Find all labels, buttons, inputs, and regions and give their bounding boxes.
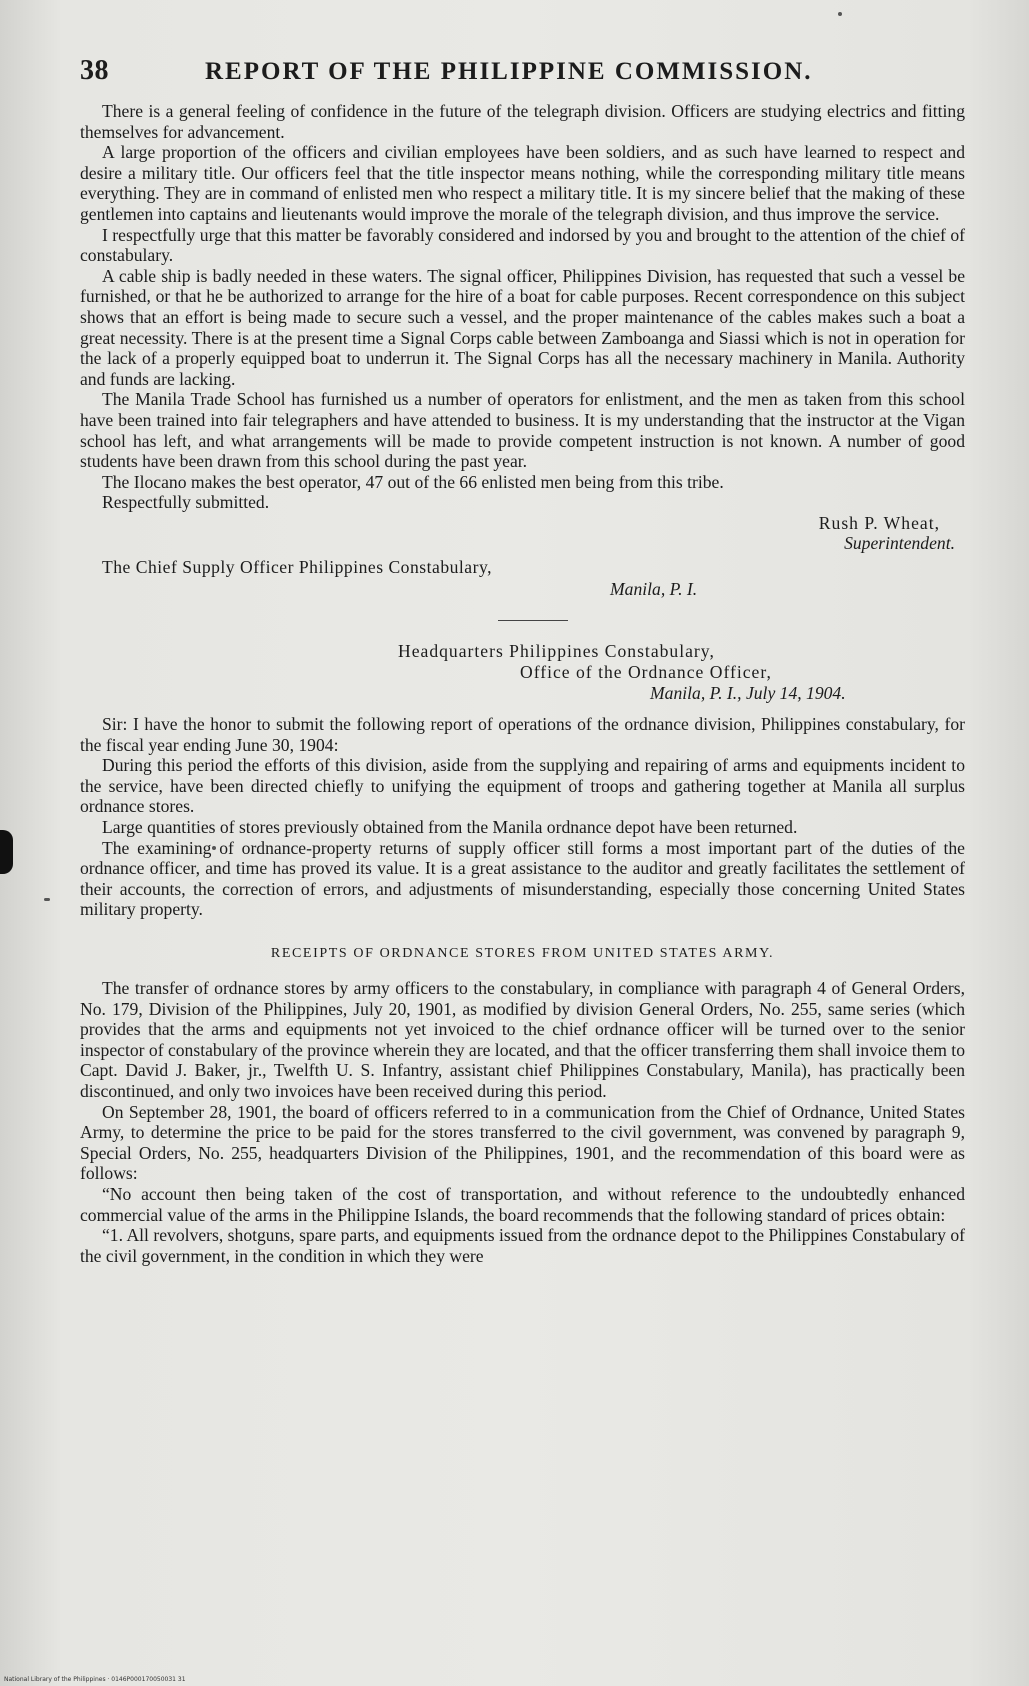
letterhead-date: Manila, P. I., July 14, 1904.: [650, 683, 846, 704]
signature-name: Rush P. Wheat,: [818, 512, 940, 533]
paragraph: Respectfully submitted.: [102, 492, 270, 513]
letterhead-line: Headquarters Philippines Constabulary,: [398, 641, 715, 662]
paragraph: The examining of ordnance-property returns of supply officer still forms a most important part of the duties of the ordnance officer, and time has proved its value. It is a great assistance to the auditor and greatly facilitates the settlement of their accounts, the correction of errors, and adjustments of misunderstanding, especially those concerning United States military property.: [80, 837, 965, 920]
section-heading: RECEIPTS OF ORDNANCE STORES FROM UNITED STATES ARMY.: [270, 946, 775, 961]
paragraph: Large quantities of stores previously obtained from the Manila ordnance depot have been returned.: [102, 817, 798, 838]
paragraph: I respectfully urge that this matter be favorably considered and indorsed by you and brought to the attention of the chief of constabulary.: [80, 224, 965, 266]
ink-speck: [44, 898, 50, 901]
page-header: [80, 55, 965, 87]
paragraph: The Ilocano makes the best operator, 47 out of the 66 enlisted men being from this tribe.: [102, 471, 724, 492]
addressee-city: Manila, P. I.: [610, 579, 698, 600]
section-divider: [498, 620, 568, 621]
paragraph: “1. All revolvers, shotguns, spare parts, and equipments issued from the ordnance depot to the Philippines Constabulary of the civil government, in the condition in which they were: [80, 1225, 965, 1266]
paragraph: A large proportion of the officers and civilian employees have been soldiers, and as such have learned to respect and desire a military title. Our officers feel that the title inspector means nothing, while the corresponding military title means everything. They are in command of enlisted men who respect a military title. It is my sincere belief that the making of these gentlemen into captains and lieutenants would improve the morale of the telegraph division, and thus improve the service.: [80, 142, 965, 224]
report-body-ordnance: [80, 714, 965, 920]
running-title: REPORT OF THE PHILIPPINE COMMISSION.: [205, 58, 813, 85]
ink-blot: [0, 830, 13, 874]
paragraph: A cable ship is badly needed in these waters. The signal officer, Philippines Division, has requested that such a vessel be furnished, or that he be authorized to arrange for the hire of a boat for cable purposes. Recent correspondence on this subject shows that an effort is being made to secure such a vessel, and the proper maintenance of the cables makes such a boat a great necessity. There is at the present time a Signal Corps cable between Zamboanga and Siassi which is not in operation for the lack of a properly equipped boat to underrun it. The Signal Corps has all the necessary machinery in Manila. Authority and funds are lacking.: [80, 265, 965, 389]
page-number: 38: [80, 55, 109, 86]
paragraph: On September 28, 1901, the board of officers referred to in a communication from the Chief of Ordnance, United States Army, to determine the price to be paid for the stores transferred to the civil government, was convened by paragraph 9, Special Orders, No. 255, headquarters Division of the Philippines, 1901, and the recommendation of this board were as follows:: [80, 1101, 965, 1184]
scan-footer: National Library of the Philippines · 0146P000170050031 31: [4, 1676, 186, 1683]
paragraph: There is a general feeling of confidence in the future of the telegraph division. Officers are studying electrics and fitting themselves for advancement.: [80, 101, 965, 142]
paragraph: The Manila Trade School has furnished us a number of operators for enlistment, and the men as taken from this school have been trained into fair telegraphers and have attended to business. It is my understanding that the instructor at the Vigan school has left, and what arrangements will be made to provide competent instruction is not known. A number of good students have been drawn from this school during the past year.: [80, 389, 965, 472]
page-content: [80, 55, 965, 1266]
report-body-telegraph: [80, 101, 965, 513]
ink-speck: [838, 12, 842, 16]
signature-title: Superintendent.: [844, 533, 955, 554]
paragraph: The transfer of ordnance stores by army officers to the constabulary, in compliance with paragraph 4 of General Orders, No. 179, Division of the Philippines, July 20, 1901, as modified by division General Orders, No. 255, same series (which provides that the arms and equipments not yet invoiced to the chief ordnance officer will be turned over to the senior inspector of constabulary of the province wherein they are located, and that the officer transferring them shall invoice them to Capt. David J. Baker, jr., Twelfth U. S. Infantry, assistant chief Philippines Constabulary, Manila), has practically been discontinued, and only two invoices have been received during this period.: [80, 978, 965, 1101]
addressee-line: The Chief Supply Officer Philippines Constabulary,: [102, 557, 493, 578]
paragraph: “No account then being taken of the cost of transportation, and without reference to the undoubtedly enhanced commercial value of the arms in the Philippine Islands, the board recommends that the following standard of prices obtain:: [80, 1183, 965, 1225]
report-body-receipts: [80, 978, 965, 1266]
paragraph: During this period the efforts of this division, aside from the supplying and repairing of arms and equipments incident to the service, have been directed chiefly to unifying the equipment of troops and gathering together at Manila all surplus ordnance stores.: [80, 755, 965, 817]
letterhead-line: Office of the Ordnance Officer,: [520, 662, 772, 683]
paragraph: Sir: I have the honor to submit the following report of operations of the ordnance division, Philippines constabulary, for the fiscal year ending June 30, 1904:: [80, 714, 965, 755]
